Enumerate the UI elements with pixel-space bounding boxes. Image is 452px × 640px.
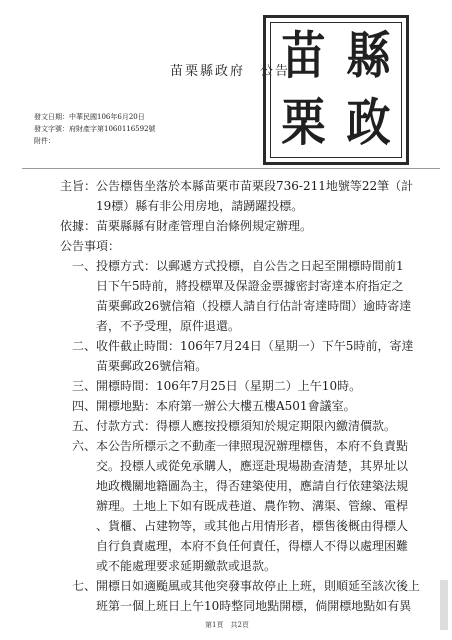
document-title: 苗栗縣政府 公告 [170, 64, 291, 79]
body-line: 地政機關地籍圖為主，得否建築使用，應請自行依建築法規 [60, 479, 409, 493]
body-line: 者，不予受理，原件退還。 [60, 319, 241, 333]
body-line: 七、開標日如適颱風或其他突發事故停止上班，則順延至該次後上 [60, 579, 421, 593]
body-line: 二、收件截止時間：106年7月24日（星期一）下午5時前，寄達 [60, 339, 414, 353]
body-line: 三、開標時間：106年7月25日（星期二）上午10時。 [60, 379, 362, 393]
body-line: 、貨櫃、占建物等，或其他占用情形者，標售後概由得標人 [60, 519, 409, 533]
body-line: 主旨：公告標售坐落於本縣苗栗市苗栗段736-211地號等22筆（計 [60, 179, 414, 193]
body-line: 苗栗郵政26號信箱。 [60, 359, 208, 373]
scan-edge [440, 580, 448, 630]
body-line: 交。投標人或從免承購人，應逕赴現場勘查清楚，其界址以 [60, 459, 409, 473]
body-line: 五、付款方式：得標人應按投標須知於規定期限內繳清價款。 [60, 419, 397, 433]
body-line: 日下午5時前，將投標單及保證金票據密封寄達本府指定之 [60, 279, 404, 293]
body-line: 公告事項： [60, 239, 121, 253]
body-line: 19標）縣有非公用房地，請踴躍投標。 [60, 199, 304, 213]
body-line: 自行負責處理，本府不負任何責任，得標人不得以處理困難 [60, 539, 409, 553]
seal-char: 政 [346, 93, 391, 153]
body-line: 班第一個上班日上午10時整同地點開標，倘開標地點如有異 [60, 599, 412, 613]
body-line: 六、本公告所標示之不動產一律照現況辦理標售，本府不負責點 [60, 439, 409, 453]
seal-char: 縣 [346, 26, 391, 86]
attachment-label: 附件： [34, 137, 55, 145]
body-line: 苗栗郵政26號信箱（投標人請自行估計寄達時間）逾時寄達 [60, 299, 412, 313]
body-line: 依據：苗栗縣縣有財產管理自治條例規定辦理。 [60, 219, 313, 233]
issue-date: 發文日期：中華民國106年6月20日 [34, 113, 145, 121]
body-line: 一、投標方式：以郵遞方式投標，自公告之日起至開標時間前1 [60, 259, 404, 273]
seal-char: 苗 [281, 26, 326, 86]
seal-char: 栗 [281, 93, 326, 153]
official-seal [263, 15, 409, 165]
document-number: 發文字號：府財產字第1060116592號 [34, 125, 156, 133]
body-line: 或不能處理要求延期繳款或退款。 [60, 559, 277, 573]
page-number: 第1頁 共2頁 [205, 621, 249, 629]
body-line: 四、開標地點：本府第一辦公大樓五樓A501會議室。 [60, 399, 356, 413]
divider [22, 168, 440, 169]
body-line: 辦理。土地上下如有既成巷道、農作物、溝渠、管線、電桿 [60, 499, 409, 513]
